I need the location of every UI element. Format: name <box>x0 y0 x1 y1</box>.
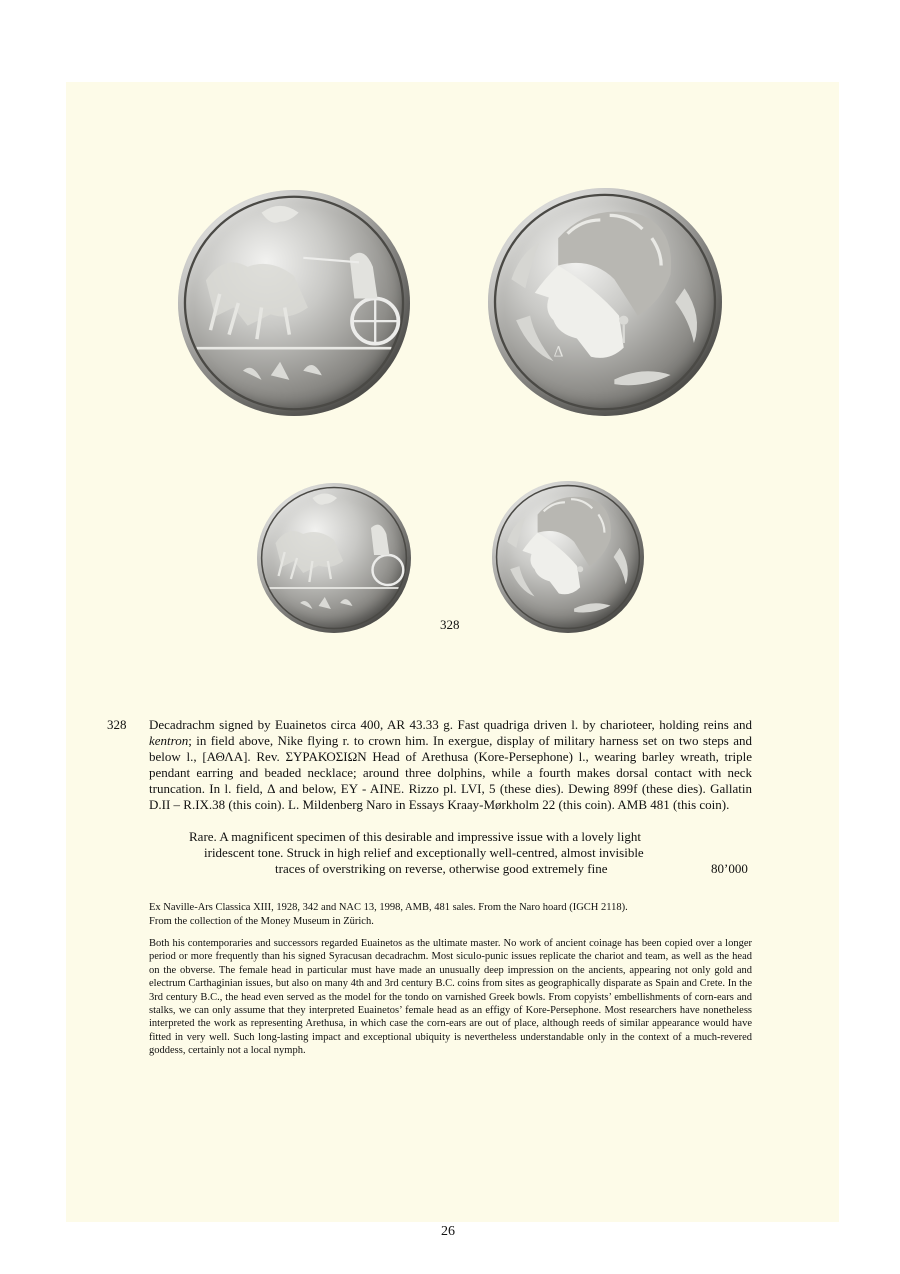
grade-line: iridescent tone. Struck in high relief and exceptionally well-centred, almost invisible <box>204 845 644 860</box>
coin-image-reverse-large <box>488 188 722 416</box>
grade-line: traces of overstriking on reverse, otherwise good extremely fine <box>275 861 608 876</box>
page-number: 26 <box>441 1224 455 1239</box>
coin-image-obverse-small <box>257 483 411 633</box>
provenance-line: From the collection of the Money Museum in Zürich. <box>149 916 374 927</box>
coin-image-reverse-small <box>492 481 644 633</box>
lot-description-part1: Decadrachm signed by Euainetos circa 400, AR 43.33 g. Fast quadriga driven l. by charioteer, holding reins and <box>149 717 752 732</box>
commentary-paragraph: Both his contemporaries and successors regarded Euainetos as the ultimate master. No work of ancient coinage has been copied over a longer period or more frequently than his signed Syracusan decadrachm. Most siculo-punic issues replicate the chariot and team, as well as the head on the obverse. The female head in particular must have made an unusually deep impression on the ancients, appearing not only gold and electrum Carthaginian issues, but also on many 4th and 3rd century B.C. coins from sites as geographically disparate as Spain and Crete. In the 3rd century B.C., the head even served as the model for the tondo on varnished Greek bowls. From copyists’ embellishments of corn-ears and stalks, we can only assume that they interpreted Euainetos’ female head as an effigy of Kore-Persephone. Most researchers have nonetheless interpreted the work as representing Arethusa, in which case the corn-ears are out of place, although reeds of similar appearance would have fitted in very well. Such long-lasting impact and exceptional ubiquity is nevertheless understandable only in the context of a much-revered goddess, certainly not a local nymph. <box>149 938 752 1057</box>
lot-estimate: 80’000 <box>711 861 748 876</box>
lot-number: 328 <box>107 717 127 732</box>
lot-description-italic: kentron <box>149 733 189 748</box>
grade-line: Rare. A magnificent specimen of this desirable and impressive issue with a lovely light <box>189 829 642 844</box>
svg-text:Δ: Δ <box>553 344 564 361</box>
provenance <box>149 901 752 929</box>
figure-lot-label: 328 <box>440 617 460 632</box>
coin-image-obverse-large <box>178 190 410 416</box>
lot-description <box>149 717 752 813</box>
lot-description-part2: ; in field above, Nike flying r. to crown him. In exergue, display of military harness set on two steps and below l., [ΑΘΛΑ]. Rev. ΣΥΡΑΚΟΣΙΩΝ Head of Arethusa (Kore-Persephone) l., wearing barley wreath, triple pendant earring and beaded necklace; around three dolphins, while a fourth makes dorsal contact with neck truncation. In l. field, Δ and below, ΕΥ - ΑΙΝΕ. Rizzo pl. LVI, 5 (these dies). Dewing 899f (these dies). Gallatin D.II – R.IX.38 (this coin). L. Mildenberg Naro in Essays Kraay-Mørkholm 22 (this coin). AMB 481 (this coin). <box>149 733 752 812</box>
provenance-line: Ex Naville-Ars Classica XIII, 1928, 342 and NAC 13, 1998, AMB, 481 sales. From the Naro hoard (IGCH 2118). <box>149 902 628 913</box>
